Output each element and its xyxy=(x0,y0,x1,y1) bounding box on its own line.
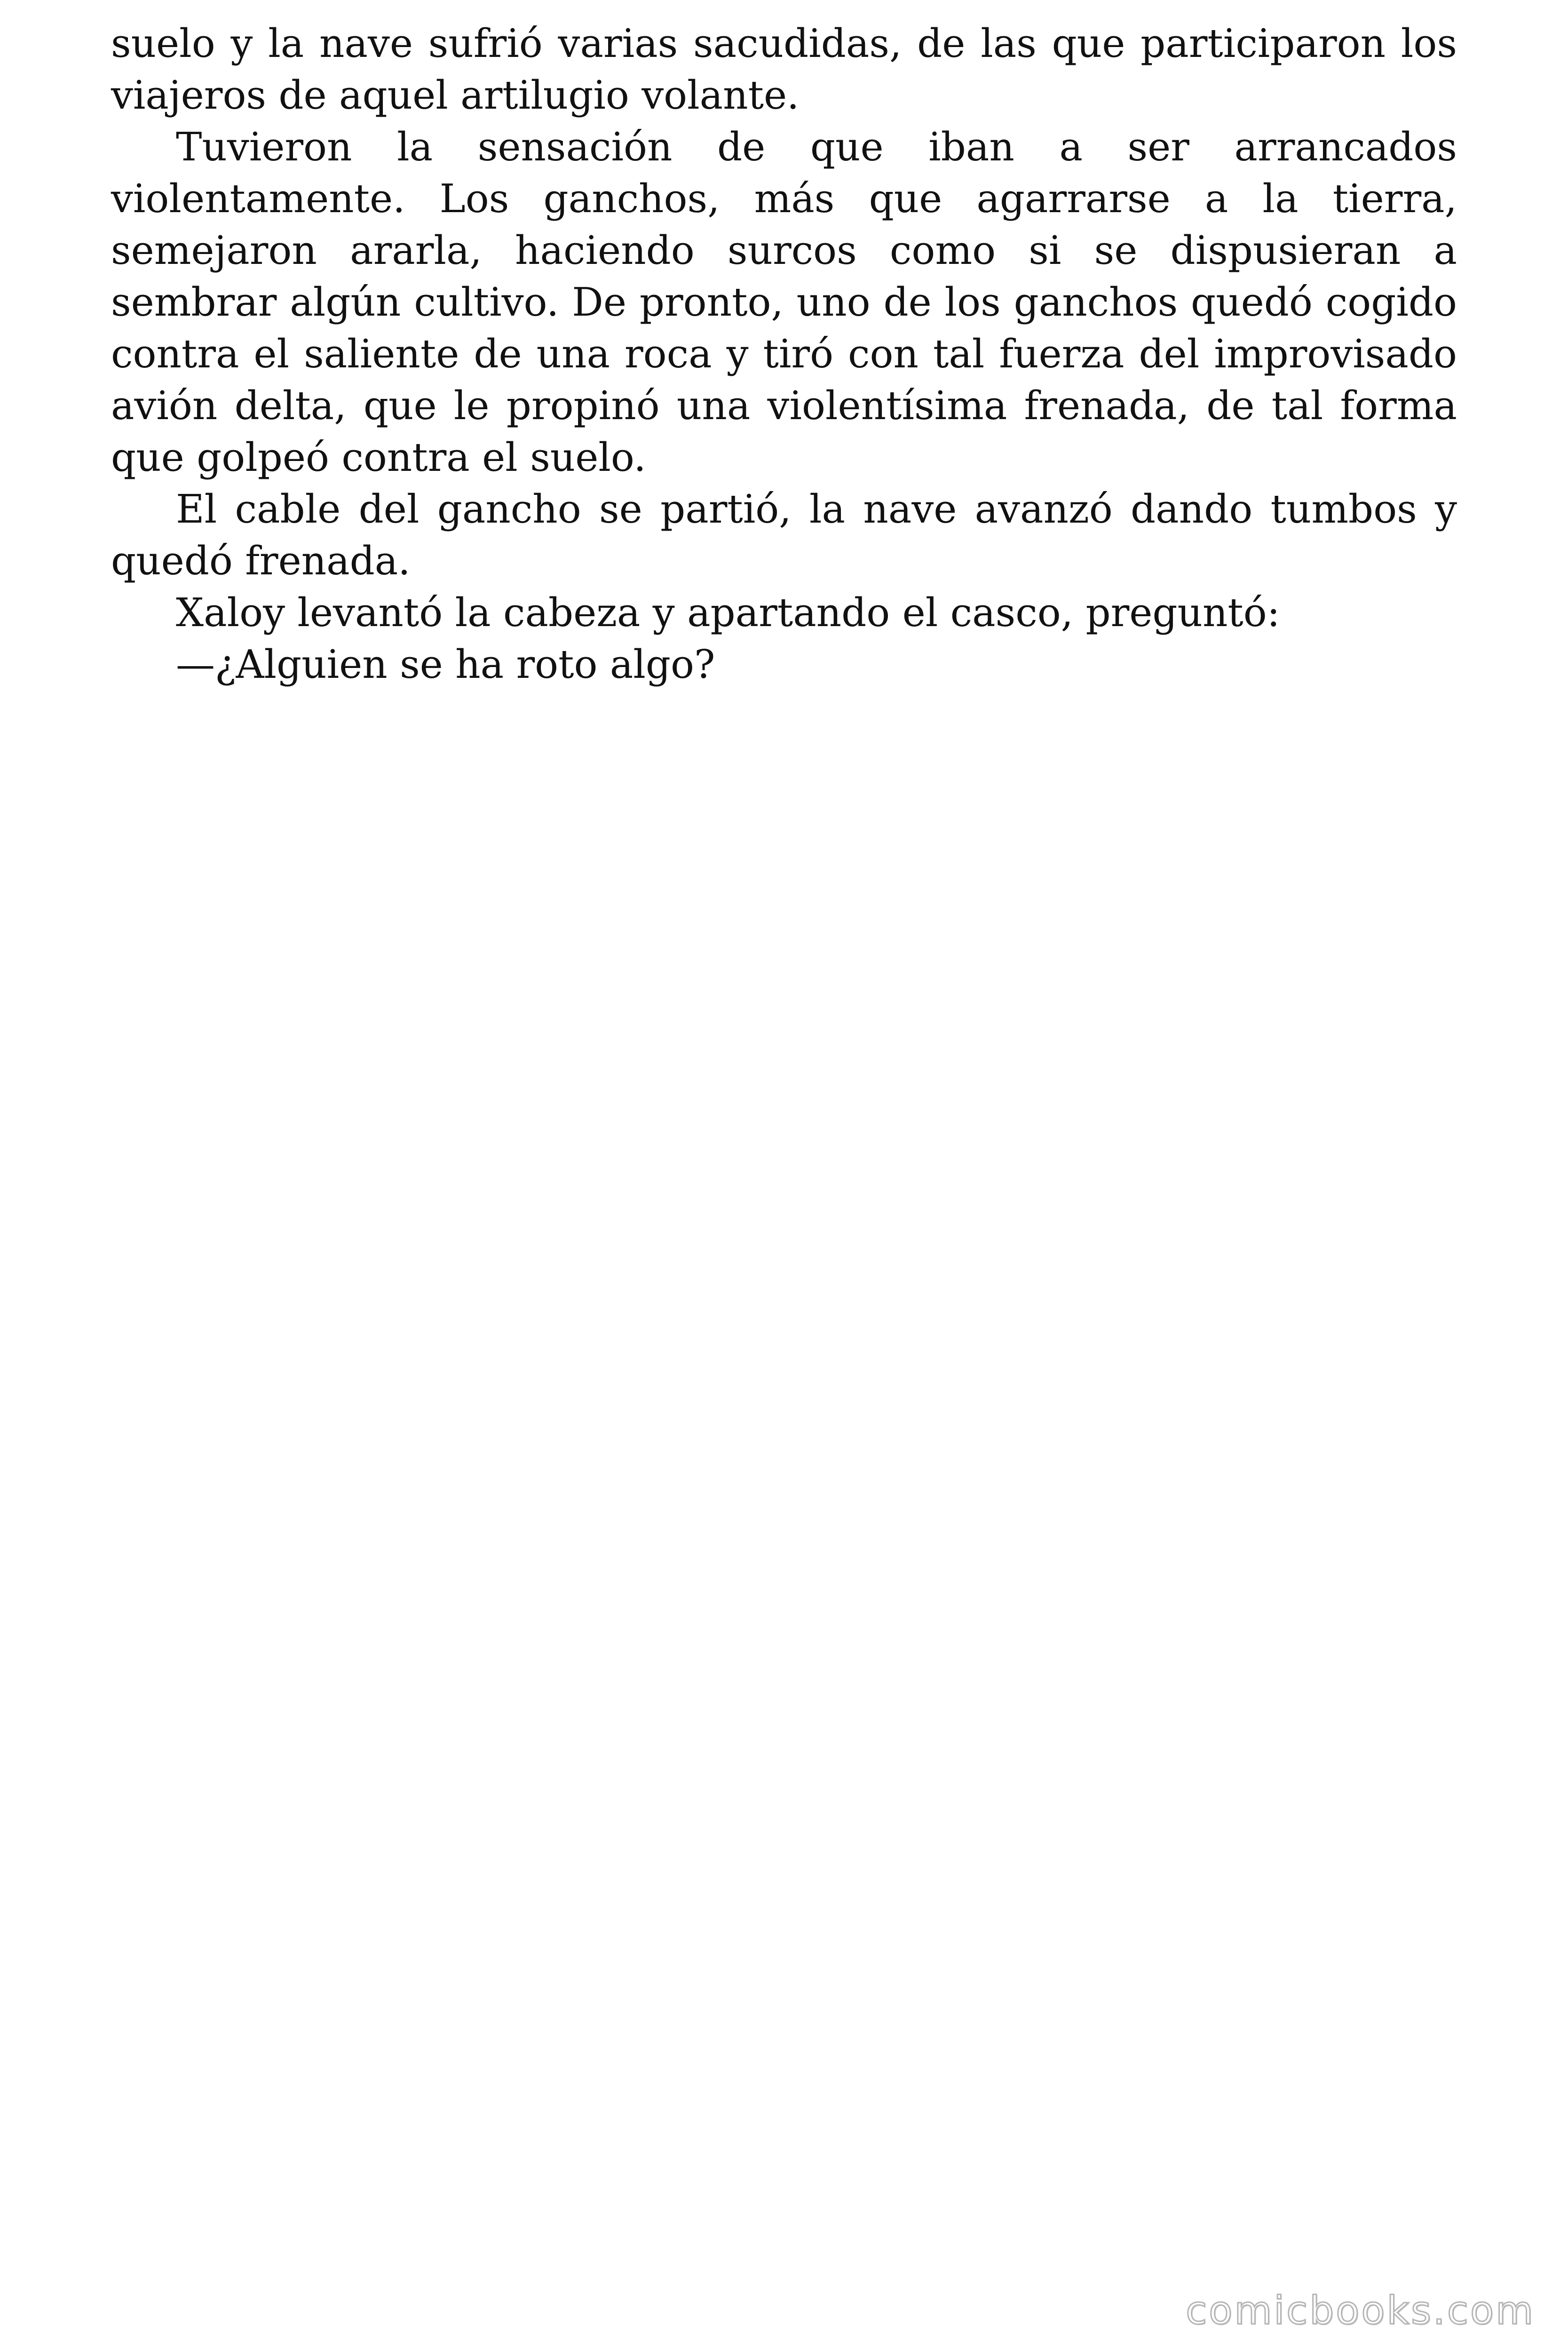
paragraph-5: —¿Alguien se ha roto algo? xyxy=(176,642,715,687)
watermark: comicbooks.com xyxy=(1186,2288,1535,2333)
paragraph-1: suelo y la nave sufrió varias sacudidas, de las que participaron los viajeros de aquel artilugio volante. xyxy=(111,21,1457,118)
paragraph-4: Xaloy levantó la cabeza y apartando el casco, preguntó: xyxy=(176,590,1280,636)
page-text xyxy=(111,18,1457,691)
paragraph-3: El cable del gancho se partió, la nave avanzó dando tumbos y quedó frenada. xyxy=(111,486,1457,584)
paragraph-2: Tuvieron la sensación de que iban a ser arrancados violentamente. Los ganchos, más que agarrarse a la tierra, semejaron ararla, haciendo surcos como si se dispusieran a sembrar algún cultivo. De pronto, uno de los ganchos quedó cogido contra el saliente de una roca y tiró con tal fuerza del improvisado avión delta, que le propinó una violentísima frenada, de tal forma que golpeó contra el suelo. xyxy=(111,124,1457,480)
